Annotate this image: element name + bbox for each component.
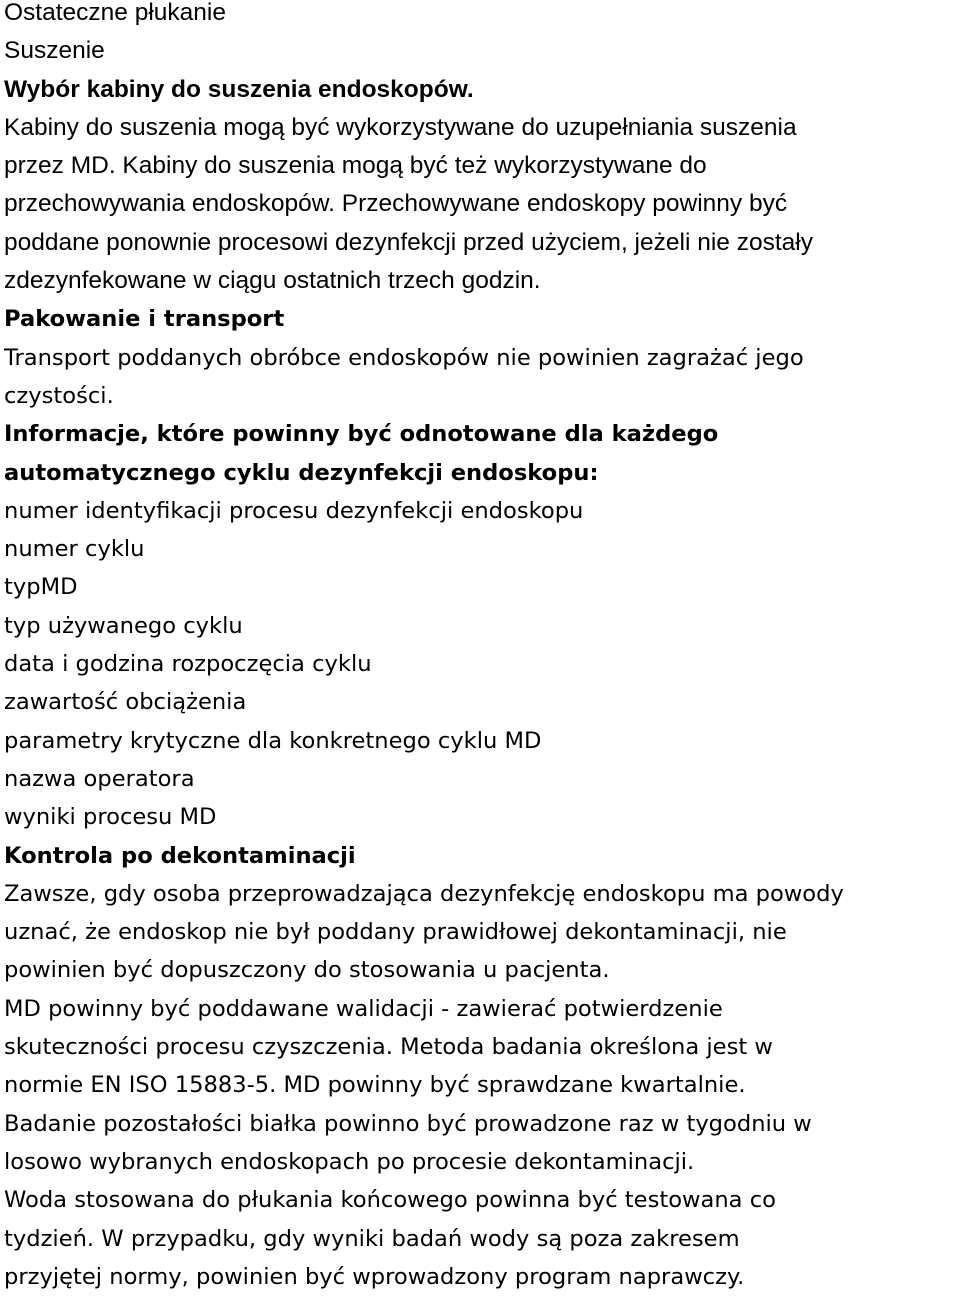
paragraph-line: Badanie pozostałości białka powinno być prowadzone raz w tygodniu w (4, 1110, 812, 1137)
paragraph-line: Transport poddanych obróbce endoskopów nie powinien zagrażać jego (4, 344, 804, 371)
heading-post-decontamination-control: Kontrola po dekontaminacji (4, 842, 356, 869)
list-item: numer cyklu (4, 536, 145, 563)
paragraph-line: tydzień. W przypadku, gdy wyniki badań wody są poza zakresem (4, 1225, 740, 1252)
paragraph-line: losowo wybranych endoskopach po procesie dekontaminacji. (4, 1148, 695, 1175)
heading-packaging-transport: Pakowanie i transport (4, 306, 285, 333)
paragraph-line: MD powinny być poddawane walidacji - zawierać potwierdzenie (4, 995, 723, 1022)
paragraph-line: skuteczności procesu czyszczenia. Metoda badania określona jest w (4, 1034, 773, 1061)
document-body (4, 0, 960, 1296)
paragraph-line: Woda stosowana do płukania końcowego powinna być testowana co (4, 1187, 776, 1214)
paragraph-line: poddane ponownie procesowi dezynfekcji przed użyciem, jeżeli nie zostały (4, 228, 813, 256)
heading-drying: Suszenie (4, 37, 105, 65)
list-item: data i godzina rozpoczęcia cyklu (4, 651, 372, 678)
heading-drying-cabinet: Wybór kabiny do suszenia endoskopów. (4, 75, 474, 103)
paragraph-line: uznać, że endoskop nie był poddany prawidłowej dekontaminacji, nie (4, 919, 787, 946)
list-item: typMD (4, 574, 78, 601)
heading-cycle-information: Informacje, które powinny być odnotowane dla każdego (4, 421, 719, 448)
list-item: typ używanego cyklu (4, 612, 243, 639)
heading-cycle-information: automatycznego cyklu dezynfekcji endoskopu: (4, 459, 599, 486)
list-item: numer identyfikacji procesu dezynfekcji endoskopu (4, 497, 584, 524)
paragraph-line: powinien być dopuszczony do stosowania u pacjenta. (4, 957, 610, 984)
paragraph-line: przez MD. Kabiny do suszenia mogą być też wykorzystywane do (4, 152, 707, 180)
list-item: nazwa operatora (4, 765, 195, 792)
list-item: parametry krytyczne dla konkretnego cyklu MD (4, 727, 542, 754)
paragraph-line: Zawsze, gdy osoba przeprowadzająca dezynfekcję endoskopu ma powody (4, 880, 844, 907)
paragraph-line: Kabiny do suszenia mogą być wykorzystywane do uzupełniania suszenia (4, 113, 797, 141)
heading-final-rinse: Ostateczne płukanie (4, 0, 226, 26)
paragraph-line: czystości. (4, 382, 114, 409)
paragraph-line: przyjętej normy, powinien być wprowadzony program naprawczy. (4, 1263, 745, 1290)
paragraph-line: normie EN ISO 15883-5. MD powinny być sprawdzane kwartalnie. (4, 1072, 746, 1099)
paragraph-line: przechowywania endoskopów. Przechowywane endoskopy powinny być (4, 190, 788, 218)
list-item: wyniki procesu MD (4, 804, 217, 831)
paragraph-line: zdezynfekowane w ciągu ostatnich trzech godzin. (4, 267, 541, 295)
list-item: zawartość obciążenia (4, 689, 247, 716)
